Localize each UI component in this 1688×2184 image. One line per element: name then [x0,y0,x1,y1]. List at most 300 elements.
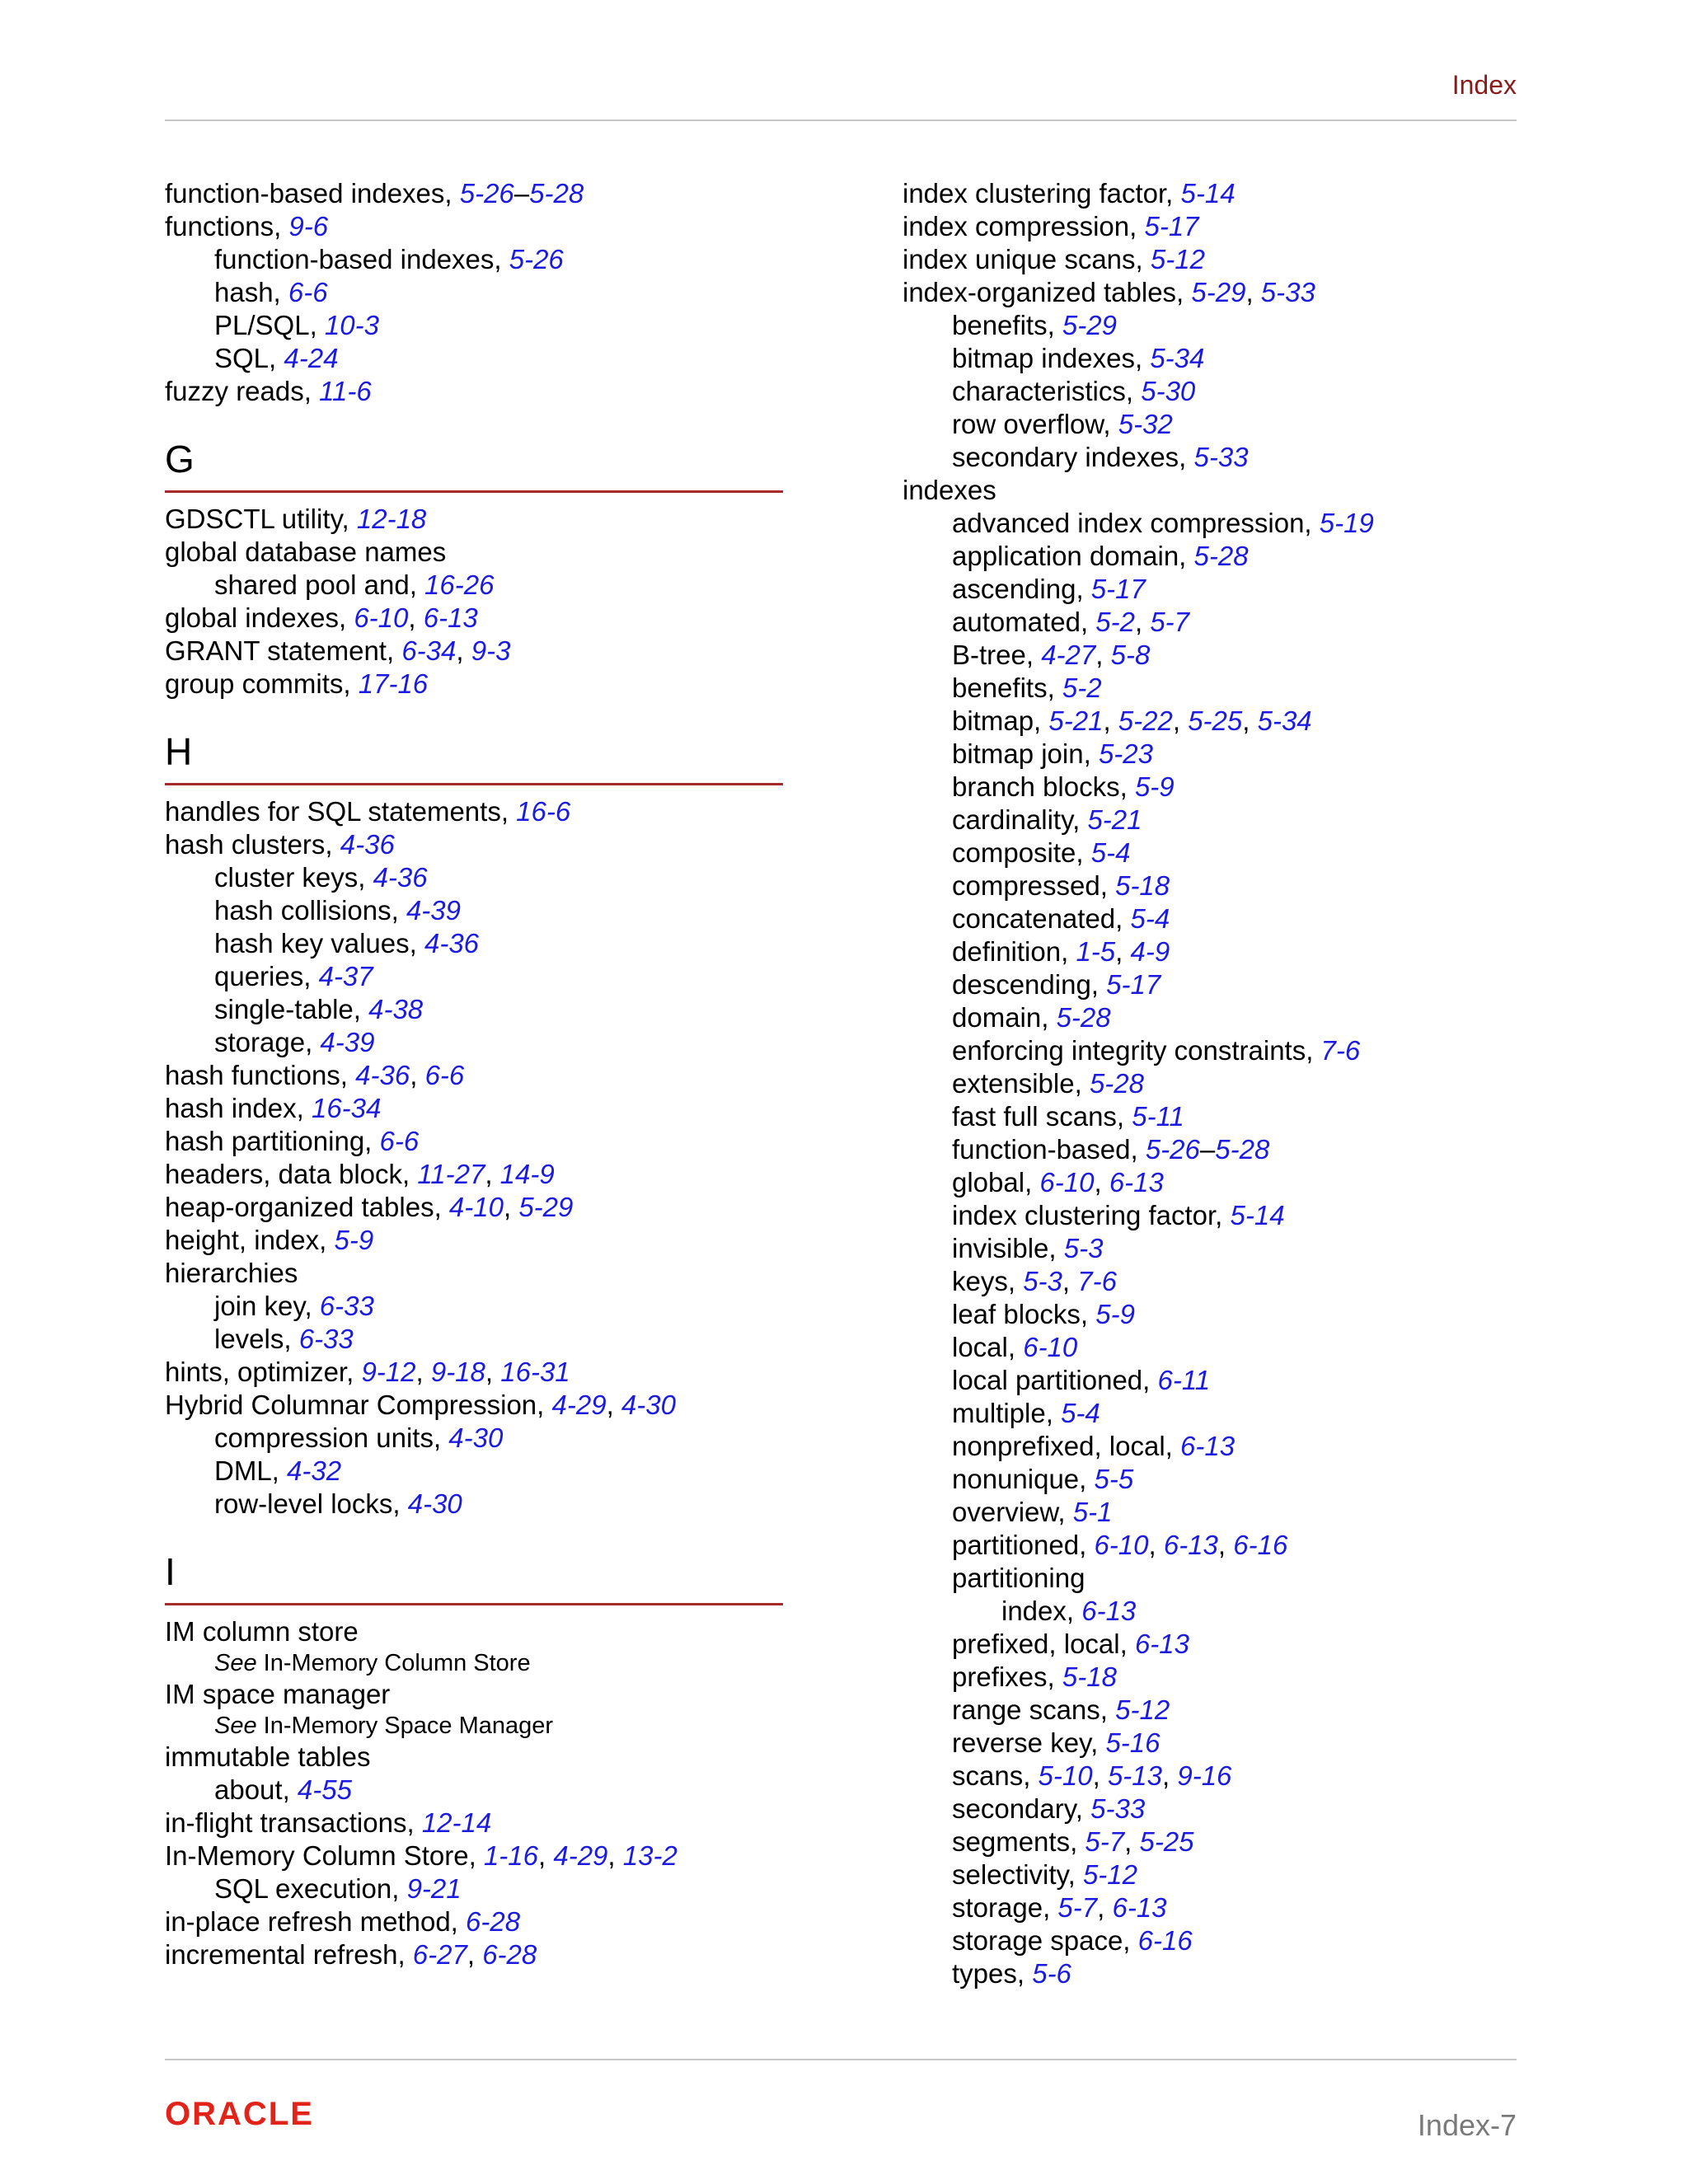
page-ref-link[interactable]: 5-16 [1105,1727,1160,1758]
entry-term: partitioning [952,1563,1085,1593]
page-ref-link[interactable]: 5-29 [518,1192,574,1222]
index-entry [903,1001,1529,1034]
index-entry [165,1224,791,1257]
page-ref-link[interactable]: 5-9 [334,1225,374,1255]
page-ref-link[interactable]: 5-4 [1090,837,1131,868]
see-target: In-Memory Column Store [256,1650,531,1676]
index-entry [165,602,791,635]
entry-term: ascending, [952,574,1091,604]
index-entry [165,1741,791,1774]
index-entry [165,1938,791,1971]
index-entry [903,1924,1529,1957]
entry-term: In-Memory Column Store, [165,1840,484,1871]
page-ref-link[interactable]: 6-13 [1112,1892,1167,1923]
index-entry [903,1067,1529,1100]
entry-term: nonunique, [952,1464,1095,1494]
index-entry [903,375,1529,408]
index-entry [165,635,791,668]
index-entry [903,540,1529,573]
page-ref-link[interactable]: 6-16 [1137,1925,1193,1956]
entry-term: index compression, [903,211,1145,241]
index-entry [903,804,1529,837]
page-ref-link[interactable]: 5-7 [1085,1826,1125,1857]
page-ref-link[interactable]: 6-13 [1163,1530,1218,1560]
page-ref-link[interactable]: 1-16 [483,1840,539,1871]
page-ref-link[interactable]: 6-6 [379,1126,420,1156]
entry-term: group commits, [165,668,359,699]
page-ref-link[interactable]: 5-28 [1089,1068,1144,1099]
page-ref-link[interactable]: 5-2 [1095,607,1135,637]
page-ref-link[interactable]: 5-28 [1215,1134,1270,1165]
page-ref-link[interactable]: 6-33 [298,1324,354,1354]
entry-term: invisible, [952,1233,1064,1263]
index-entry [903,342,1529,375]
index-entry [165,1323,791,1356]
index-entry [165,1389,791,1422]
page-ref-link[interactable]: 5-12 [1150,244,1205,274]
page-ref-link[interactable]: 5-1 [1072,1497,1113,1527]
entry-term: compressed, [952,870,1116,901]
page-ref-link[interactable]: 4-27 [1041,640,1096,670]
index-entry [903,1034,1529,1067]
index-entry [903,1793,1529,1825]
page-ref-link[interactable]: 17-16 [358,668,429,699]
page-ref-link[interactable]: 6-6 [424,1060,465,1090]
entry-term: Hybrid Columnar Compression, [165,1390,552,1420]
page-ref-link[interactable]: 6-27 [412,1939,467,1970]
page-ref-link[interactable]: 5-17 [1144,211,1199,241]
index-entry [165,1711,791,1741]
page-ref-link[interactable]: 5-26 [459,178,514,209]
entry-term: hints, optimizer, [165,1357,362,1387]
entry-term: incremental refresh, [165,1939,413,1970]
page-ref-link[interactable]: 5-25 [1139,1826,1194,1857]
page-ref-link[interactable]: 5-30 [1141,376,1196,406]
entry-term: function-based, [952,1134,1146,1165]
index-entry [165,960,791,993]
page-ref-link[interactable]: 6-11 [1157,1365,1211,1395]
ref-separator: , [1148,1530,1164,1560]
page-ref-link[interactable]: 4-30 [407,1488,462,1519]
page-ref-link[interactable]: 1-5 [1076,936,1116,967]
page-ref-link[interactable]: 4-36 [355,1060,410,1090]
entry-term: function-based indexes, [214,244,509,274]
index-entry [165,177,791,210]
entry-term: benefits, [952,310,1062,340]
page-ref-link[interactable]: 4-32 [287,1455,342,1486]
page-ref-link[interactable]: 5-25 [1188,705,1243,736]
page-ref-link[interactable]: 4-38 [368,994,424,1024]
page-ref-link[interactable]: 16-26 [424,569,495,600]
entry-term: SQL execution, [214,1873,407,1904]
entry-term: storage space, [952,1925,1138,1956]
index-entry [903,1562,1529,1595]
index-entry [903,869,1529,902]
index-entry [903,1858,1529,1891]
page-ref-link[interactable]: 5-3 [1023,1266,1062,1296]
index-entry [165,1678,791,1711]
index-entry [903,1133,1529,1166]
entry-term: SQL, [214,343,284,373]
page-ref-link[interactable]: 5-17 [1090,574,1146,604]
section-heading-g: G [165,438,783,493]
ref-separator: , [1097,1892,1113,1923]
page-ref-link[interactable]: 4-10 [448,1192,504,1222]
entry-term: secondary, [952,1793,1091,1824]
page-ref-link[interactable]: 5-18 [1062,1661,1117,1692]
entry-term: hash key values, [214,928,424,958]
page-ref-link[interactable]: 5-7 [1150,607,1190,637]
ref-separator: , [538,1840,554,1871]
ref-separator: , [1095,640,1111,670]
page-ref-link[interactable]: 6-10 [1094,1530,1149,1560]
index-entry [165,1026,791,1059]
entry-term: index clustering factor, [903,178,1181,209]
index-entry [165,861,791,894]
entry-term: PL/SQL, [214,310,325,340]
ref-separator: , [485,1159,500,1189]
entry-term: extensible, [952,1068,1090,1099]
entry-term: join key, [214,1291,320,1321]
index-entry [903,1265,1529,1298]
index-entry [903,243,1529,276]
index-entry [165,276,791,309]
page-ref-link[interactable]: 9-6 [288,211,329,241]
page-ref-link[interactable]: 6-6 [288,277,328,307]
index-entry [903,771,1529,804]
index-entry [903,1430,1529,1463]
index-entry [165,795,791,828]
entry-term: composite, [952,837,1091,868]
page-ref-link[interactable]: 16-31 [500,1357,570,1387]
ref-separator: , [408,602,424,633]
page-ref-link[interactable]: 6-28 [482,1939,537,1970]
page-ref-link[interactable]: 4-37 [318,961,373,991]
page-ref-link[interactable]: 13-2 [622,1840,678,1871]
page-ref-link[interactable]: 11-6 [319,376,372,406]
page-ref-link[interactable]: 5-12 [1082,1859,1137,1890]
page-ref-link[interactable]: 5-10 [1038,1760,1093,1791]
entry-term: hierarchies [165,1258,298,1288]
page-ref-link[interactable]: 5-2 [1062,673,1102,703]
entry-term: storage, [952,1892,1058,1923]
ref-separator: , [503,1192,519,1222]
entry-term: DML, [214,1455,288,1486]
page-ref-link[interactable]: 5-14 [1230,1200,1285,1230]
entry-term: storage, [214,1027,321,1057]
page-ref-link[interactable]: 12-14 [421,1807,492,1838]
ref-separator: , [410,1060,425,1090]
page-ref-link[interactable]: 5-14 [1180,178,1236,209]
logo-wordmark: ORACLE [165,2097,314,2130]
page-ref-link[interactable]: 5-29 [1062,310,1117,340]
page-ref-link[interactable]: 6-13 [423,602,478,633]
index-entry [165,375,791,408]
index-entry [165,1125,791,1158]
page-ref-link[interactable]: 5-33 [1260,277,1315,307]
page-ref-link[interactable]: 11-27 [417,1159,485,1189]
page-ref-link[interactable]: 5-22 [1118,705,1173,736]
index-entry [165,1191,791,1224]
index-entry [165,1455,791,1488]
index-entry [903,1199,1529,1232]
ref-separator: , [1094,1167,1109,1197]
index-entry [903,276,1529,309]
ref-separator: , [485,1357,501,1387]
index-entry [165,1158,791,1191]
index-entry [165,1059,791,1092]
page-ref-link[interactable]: 4-30 [621,1390,676,1420]
index-entry [165,1774,791,1807]
ref-separator: , [1162,1760,1178,1791]
index-entry [903,1331,1529,1364]
ref-separator: – [513,178,530,209]
see-target: In-Memory Space Manager [256,1713,554,1739]
entry-term: range scans, [952,1694,1116,1725]
page-ref-link[interactable]: 5-8 [1110,640,1151,670]
entry-term: single-table, [214,994,369,1024]
page-ref-link[interactable]: 6-13 [1081,1596,1137,1626]
entry-term: index unique scans, [903,244,1151,274]
entry-term: segments, [952,1826,1085,1857]
see-label: See [214,1713,257,1739]
page-ref-link[interactable]: 4-29 [551,1390,607,1420]
page-ref-link[interactable]: 4-36 [373,862,428,893]
ref-separator: , [467,1939,483,1970]
index-entry [903,968,1529,1001]
page-ref-link[interactable]: 5-33 [1193,442,1249,472]
index-entry [165,1905,791,1938]
index-entry [165,1257,791,1290]
entry-term: domain, [952,1002,1057,1033]
page-ref-link[interactable]: 6-13 [1109,1167,1164,1197]
header-title: Index [1451,70,1517,100]
page-ref-link[interactable]: 4-55 [297,1774,352,1805]
page-ref-link[interactable]: 5-4 [1061,1398,1100,1428]
index-entry [903,1397,1529,1430]
page-ref-link[interactable]: 12-18 [356,504,427,534]
page-ref-link[interactable]: 7-6 [1320,1035,1361,1066]
entry-term: global, [952,1167,1040,1197]
index-entry [903,507,1529,540]
entry-term: bitmap, [952,705,1049,736]
entry-term: in-flight transactions, [165,1807,422,1838]
page-ref-link[interactable]: 5-17 [1106,969,1161,1000]
entry-term: global database names [165,537,447,567]
index-entry [903,672,1529,705]
entry-term: hash clusters, [165,829,340,860]
index-entry [903,738,1529,771]
page-ref-link[interactable]: 6-10 [1023,1332,1078,1362]
page-ref-link[interactable]: 6-13 [1180,1431,1236,1461]
page-ref-link[interactable]: 5-26 [509,244,564,274]
page-ref-link[interactable]: 5-34 [1257,705,1312,736]
page-ref-link[interactable]: 5-26 [1145,1134,1200,1165]
entry-term: index clustering factor, [952,1200,1231,1230]
entry-term: reverse key, [952,1727,1106,1758]
entry-term: handles for SQL statements, [165,796,517,827]
index-entry [903,1661,1529,1694]
entry-term: functions, [165,211,289,241]
page-ref-link[interactable]: 5-18 [1115,870,1170,901]
index-entry [903,935,1529,968]
entry-term: global indexes, [165,602,354,633]
index-entry [903,177,1529,210]
index-entry [903,1232,1529,1265]
entry-term: definition, [952,936,1076,967]
index-entry [903,1364,1529,1397]
page-ref-link[interactable]: 9-18 [430,1357,485,1387]
page-ref-link[interactable]: 9-21 [406,1873,462,1904]
entry-term: heap-organized tables, [165,1192,449,1222]
page-ref-link[interactable]: 5-11 [1132,1101,1184,1132]
page-ref-link[interactable]: 4-9 [1130,936,1170,967]
page-ref-link[interactable]: 6-34 [401,635,457,666]
page-ref-link[interactable]: 5-32 [1118,409,1173,439]
page-ref-link[interactable]: 7-6 [1077,1266,1117,1296]
entry-term: partitioned, [952,1530,1095,1560]
entry-term: row-level locks, [214,1488,408,1519]
entry-term: scans, [952,1760,1039,1791]
page-ref-link[interactable]: 5-13 [1107,1760,1163,1791]
ref-separator: , [1124,1826,1140,1857]
index-entry [903,1957,1529,1990]
entries-h [165,795,791,1521]
ref-separator: , [606,1390,621,1420]
entry-term: enforcing integrity constraints, [952,1035,1321,1066]
page-number: Index-7 [1417,2108,1517,2142]
page-ref-link[interactable]: 10-3 [324,310,379,340]
page-ref-link[interactable]: 4-29 [553,1840,608,1871]
page-ref-link[interactable]: 5-21 [1048,705,1104,736]
entry-term: cardinality, [952,804,1088,835]
page-ref-link[interactable]: 5-7 [1057,1892,1098,1923]
entry-term: index-organized tables, [903,277,1192,307]
page-ref-link[interactable]: 5-4 [1130,903,1170,934]
index-entry [165,309,791,342]
index-entry [903,1891,1529,1924]
page-ref-link[interactable]: 9-3 [471,635,511,666]
entry-term: hash partitioning, [165,1126,380,1156]
page-ref-link[interactable]: 5-28 [1056,1002,1111,1033]
page-ref-link[interactable]: 4-30 [448,1422,504,1453]
page-ref-link[interactable]: 4-24 [284,343,339,373]
page-ref-link[interactable]: 6-33 [319,1291,374,1321]
page-ref-link[interactable]: 14-9 [499,1159,555,1189]
ref-separator: , [1092,1760,1108,1791]
index-entry [903,210,1529,243]
ref-separator: , [607,1840,623,1871]
page-ref-link[interactable]: 5-3 [1063,1233,1104,1263]
index-entry [903,408,1529,441]
index-entry [903,902,1529,935]
entries-i [165,1615,791,1971]
entry-term: local partitioned, [952,1365,1158,1395]
page-ref-link[interactable]: 5-29 [1191,277,1246,307]
page-ref-link[interactable]: 5-9 [1095,1299,1135,1329]
index-entry [165,243,791,276]
ref-separator: , [1134,607,1151,637]
entry-term: hash index, [165,1093,312,1123]
entry-term: IM column store [165,1616,359,1647]
index-entry [903,474,1529,507]
entry-term: hash, [214,277,288,307]
entry-term: fast full scans, [952,1101,1132,1132]
ref-separator: , [1217,1530,1234,1560]
page-ref-link[interactable]: 5-28 [529,178,584,209]
page-ref-link[interactable]: 6-10 [354,602,409,633]
entry-term: shared pool and, [214,569,425,600]
page-ref-link[interactable]: 4-39 [320,1027,375,1057]
page-ref-link[interactable]: 6-28 [466,1906,521,1937]
page-ref-link[interactable]: 4-39 [406,895,462,926]
index-entry [903,606,1529,639]
page-ref-link[interactable]: 16-6 [516,796,571,827]
index-entry [903,573,1529,606]
entry-term: immutable tables [165,1741,371,1772]
index-entry [903,1166,1529,1199]
index-entry [165,993,791,1026]
index-entry [903,1529,1529,1562]
entry-term: hash functions, [165,1060,356,1090]
index-entry [165,1872,791,1905]
page-ref-link[interactable]: 5-5 [1094,1464,1134,1494]
page-footer [165,2059,1517,2143]
page-ref-link[interactable]: 4-36 [340,829,395,860]
entry-term: hash collisions, [214,895,406,926]
entry-term: leaf blocks, [952,1299,1096,1329]
index-entry [165,894,791,927]
page-ref-link[interactable]: 5-33 [1090,1793,1146,1824]
page-ref-link[interactable]: 9-16 [1177,1760,1232,1791]
entries-right [903,177,1529,1990]
page-ref-link[interactable]: 5-9 [1134,771,1175,802]
page-ref-link[interactable]: 6-13 [1134,1629,1190,1659]
entry-term: selectivity, [952,1859,1083,1890]
entry-term: nonprefixed, local, [952,1431,1181,1461]
index-entry [903,1825,1529,1858]
index-entry [903,309,1529,342]
see-label: See [214,1650,257,1676]
entry-term: headers, data block, [165,1159,418,1189]
index-entry [165,927,791,960]
left-column [165,177,791,1971]
entry-term: GRANT statement, [165,635,402,666]
page-ref-link[interactable]: 5-19 [1319,508,1374,538]
page-ref-link[interactable]: 5-21 [1087,804,1142,835]
entry-term: indexes [903,475,996,505]
page-ref-link[interactable]: 9-12 [361,1357,416,1387]
page-ref-link[interactable]: 4-36 [424,928,480,958]
entry-term: prefixed, local, [952,1629,1135,1659]
page-ref-link[interactable]: 5-12 [1115,1694,1170,1725]
index-entry [903,1760,1529,1793]
section-heading-i: I [165,1550,783,1605]
page-ref-link[interactable]: 5-6 [1032,1958,1071,1989]
index-entry [165,503,791,536]
index-entry [903,1595,1529,1628]
page-ref-link[interactable]: 5-34 [1150,343,1205,373]
page-ref-link[interactable]: 16-34 [311,1093,382,1123]
ref-separator: , [1242,705,1258,736]
index-entry [165,1488,791,1521]
page-ref-link[interactable]: 6-16 [1233,1530,1288,1560]
section-heading-h: H [165,730,783,785]
page-ref-link[interactable]: 5-23 [1098,738,1153,769]
page-ref-link[interactable]: 5-28 [1193,541,1249,571]
entry-term: concatenated, [952,903,1131,934]
page-ref-link[interactable]: 6-10 [1039,1167,1095,1197]
